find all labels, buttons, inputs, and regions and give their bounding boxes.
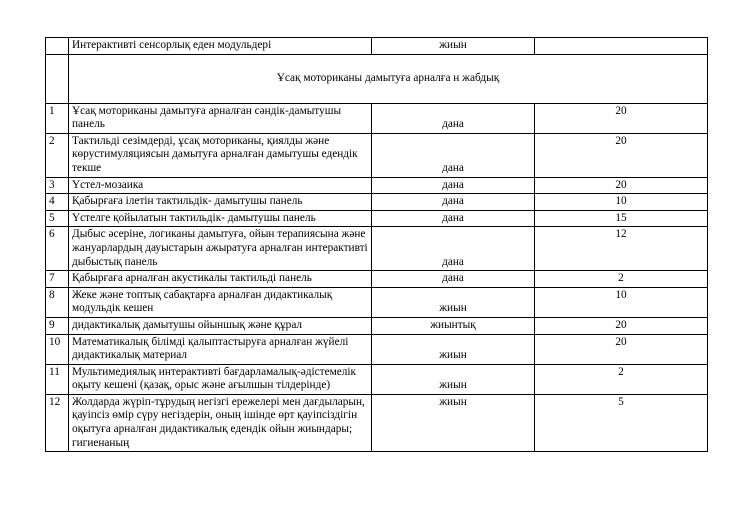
item-unit: жиын xyxy=(372,364,535,394)
row-number: 7 xyxy=(46,271,69,288)
item-name: Қабырғаға ілетін тактильдік- дамытушы панель xyxy=(69,194,372,211)
item-unit: дана xyxy=(372,177,535,194)
item-qty: 15 xyxy=(535,210,708,227)
row-number: 3 xyxy=(46,177,69,194)
row-number: 8 xyxy=(46,287,69,317)
row-number xyxy=(46,38,69,55)
item-unit: жиынтық xyxy=(372,317,535,334)
item-unit: жиын xyxy=(372,394,535,451)
table-row xyxy=(46,177,708,194)
item-unit: дана xyxy=(372,133,535,177)
item-unit: жиын xyxy=(372,38,535,55)
row-number: 12 xyxy=(46,394,69,451)
item-name: Мультимедиялық интерактивті бағдарламалық-әдістемелік оқыту кешені (қазақ, орыс және ағылшын тілдерінде) xyxy=(69,364,372,394)
item-qty: 12 xyxy=(535,227,708,271)
item-qty: 20 xyxy=(535,133,708,177)
item-name: Жолдарда жүріп-тұрудың негізгі ережелері мен дағдыларын, қауіпсіз өмір сүру негіздерін, оның ішінде өрт қауіпсіздігін оқытуға арналған дидактикалық едендік ойын жиындары; гигиенаның xyxy=(69,394,372,451)
item-qty: 2 xyxy=(535,271,708,288)
item-unit: дана xyxy=(372,271,535,288)
item-qty: 2 xyxy=(535,364,708,394)
table-row xyxy=(46,364,708,394)
table-row xyxy=(46,133,708,177)
table-row xyxy=(46,287,708,317)
section-title: Ұсақ моториканы дамытуға арналға н жабдық xyxy=(69,54,708,103)
row-number: 4 xyxy=(46,194,69,211)
item-name: Үстелге қойылатын тактильдік- дамытушы панель xyxy=(69,210,372,227)
row-number: 11 xyxy=(46,364,69,394)
item-unit: дана xyxy=(372,227,535,271)
item-name: Жеке және топтық сабақтарға арналған дидактикалық модульдік кешен xyxy=(69,287,372,317)
table-row xyxy=(46,103,708,133)
equipment-table xyxy=(45,37,708,452)
item-unit: дана xyxy=(372,103,535,133)
table-row xyxy=(46,210,708,227)
item-qty: 20 xyxy=(535,317,708,334)
item-unit: дана xyxy=(372,210,535,227)
table-row xyxy=(46,394,708,451)
item-qty: 20 xyxy=(535,334,708,364)
table-row xyxy=(46,271,708,288)
row-number: 10 xyxy=(46,334,69,364)
item-unit: дана xyxy=(372,194,535,211)
row-number: 9 xyxy=(46,317,69,334)
section-row xyxy=(46,54,708,103)
item-qty: 10 xyxy=(535,287,708,317)
table-row xyxy=(46,227,708,271)
row-number: 1 xyxy=(46,103,69,133)
item-name: Үстел-мозаика xyxy=(69,177,372,194)
table-row-top xyxy=(46,38,708,55)
item-name: Интерактивті сенсорлық еден модульдері xyxy=(69,38,372,55)
table-row xyxy=(46,194,708,211)
row-number: 5 xyxy=(46,210,69,227)
table-row xyxy=(46,317,708,334)
item-qty: 20 xyxy=(535,103,708,133)
table-row xyxy=(46,334,708,364)
item-name: дидактикалық дамытушы ойыншық және құрал xyxy=(69,317,372,334)
row-number: 6 xyxy=(46,227,69,271)
item-name: Ұсақ моториканы дамытуға арналған сәндік-дамытушы панель xyxy=(69,103,372,133)
item-name: Дыбыс әсеріне, логиканы дамытуға, ойын терапиясына және жануарлардың дауыстарын ажыратуға арналған интерактивті дыбыстық панель xyxy=(69,227,372,271)
item-name: Тактильді сезімдерді, ұсақ моториканы, қиялды және көрустимуляциясын дамытуға арналған дамытушы едендік текше xyxy=(69,133,372,177)
section-row-number xyxy=(46,54,69,103)
item-unit: жиын xyxy=(372,287,535,317)
row-number: 2 xyxy=(46,133,69,177)
item-qty: 20 xyxy=(535,177,708,194)
item-name: Математикалық білімді қалыптастыруға арналған жүйелі дидактикалық материал xyxy=(69,334,372,364)
item-unit: жиын xyxy=(372,334,535,364)
item-qty xyxy=(535,38,708,55)
item-name: Қабырғаға арналған акустикалы тактильді панель xyxy=(69,271,372,288)
item-qty: 5 xyxy=(535,394,708,451)
item-qty: 10 xyxy=(535,194,708,211)
